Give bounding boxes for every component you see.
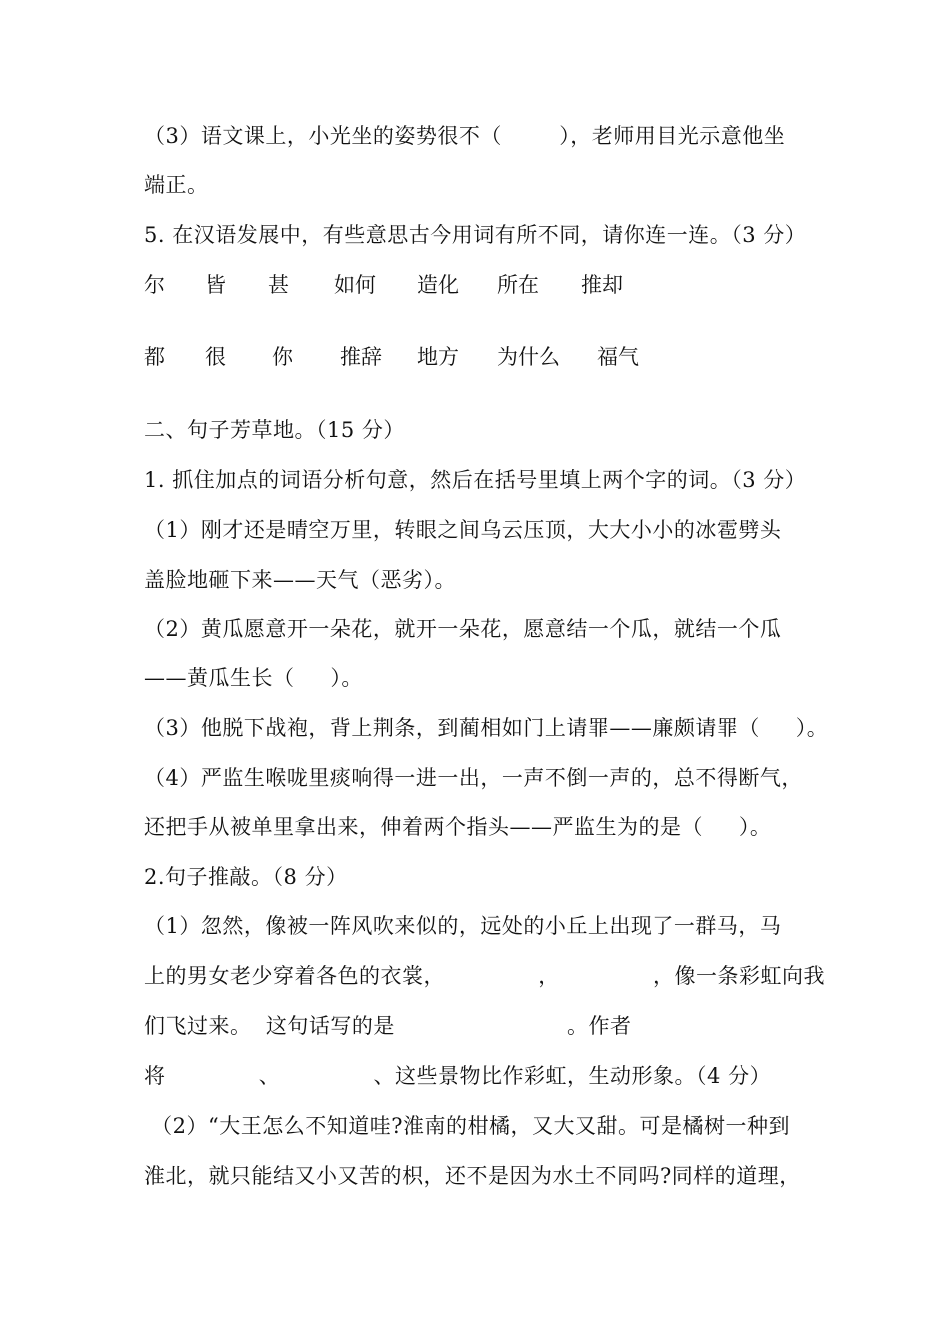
match-word[interactable]: 地方 [417, 345, 459, 369]
match-word[interactable]: 福气 [597, 345, 639, 369]
question-1-item-1-line-1: （1）刚才还是晴空万里，转眼之间乌云压顶，大大小小的冰雹劈头 [144, 518, 782, 542]
match-word[interactable]: 推辞 [340, 345, 382, 369]
match-word[interactable]: 尔 [144, 273, 165, 297]
question-3-line-2: 端正。 [144, 173, 209, 197]
match-word[interactable]: 造化 [417, 273, 459, 297]
question-3-line-1: （3）语文课上，小光坐的姿势很不（ ），老师用目光示意他坐 [144, 124, 786, 148]
question-1-item-4-line-1: （4）严监生喉咙里痰响得一进一出，一声不倒一声的，总不得断气， [144, 766, 803, 790]
match-word[interactable]: 为什么 [497, 345, 560, 369]
question-1-title: 1. 抓住加点的词语分析句意，然后在括号里填上两个字的词。（3 分） [144, 468, 807, 492]
match-row-ancient [144, 270, 844, 300]
match-word[interactable]: 很 [205, 345, 226, 369]
question-1-item-3: （3）他脱下战袍，背上荆条，到蔺相如门上请罪——廉颇请罪（ ）。 [144, 716, 829, 740]
question-1-item-4-line-2: 还把手从被单里拿出来，伸着两个指头——严监生为的是（ ）。 [144, 815, 772, 839]
question-2-item-1-line-2: 上的男女老少穿着各色的衣裳， ， ，像一条彩虹向我 [144, 964, 826, 988]
question-2-item-1-line-3: 们飞过来。 这句话写的是 。作者 [144, 1014, 632, 1038]
question-2-item-1-line-4: 将 、 、这些景物比作彩虹，生动形象。（4 分） [144, 1064, 772, 1088]
question-5-title: 5. 在汉语发展中，有些意思古今用词有所不同，请你连一连。（3 分） [144, 223, 807, 247]
match-word[interactable]: 推却 [581, 273, 623, 297]
match-row-modern [144, 342, 844, 372]
question-2-item-1-line-1: （1）忽然，像被一阵风吹来似的，远处的小丘上出现了一群马，马 [144, 914, 782, 938]
question-1-item-2-line-1: （2）黄瓜愿意开一朵花，就开一朵花，愿意结一个瓜，就结一个瓜 [144, 617, 782, 641]
question-1-item-1-line-2: 盖脸地砸下来——天气（恶劣）。 [144, 568, 456, 592]
match-word[interactable]: 你 [272, 345, 293, 369]
question-1-item-2-line-2: ——黄瓜生长（ ）。 [144, 666, 363, 690]
question-2-title: 2.句子推敲。（8 分） [144, 865, 348, 889]
section-2-heading: 二、句子芳草地。（15 分） [144, 418, 405, 442]
question-2-item-2-line-1: （2）“大王怎么不知道哇?淮南的柑橘，又大又甜。可是橘树一种到 [144, 1114, 791, 1138]
match-word[interactable]: 所在 [497, 273, 539, 297]
question-2-item-2-line-2: 淮北，就只能结又小又苦的枳，还不是因为水土不同吗?同样的道理， [144, 1164, 801, 1188]
match-word[interactable]: 都 [144, 345, 165, 369]
match-word[interactable]: 甚 [268, 273, 289, 297]
match-word[interactable]: 如何 [334, 273, 376, 297]
match-word[interactable]: 皆 [205, 273, 226, 297]
